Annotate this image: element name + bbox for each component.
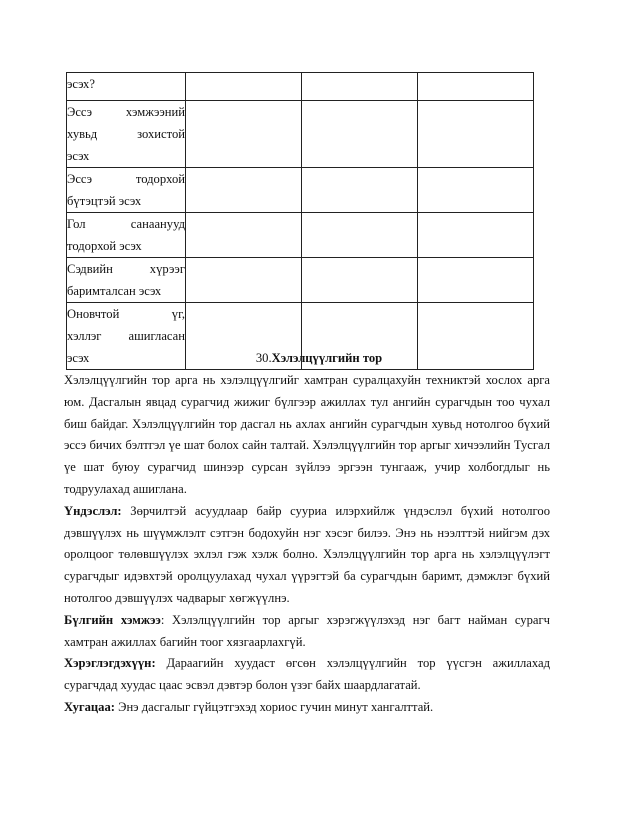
score-cell <box>186 73 302 101</box>
score-cell <box>302 168 418 213</box>
table-row <box>67 168 534 213</box>
criterion-cell <box>67 168 186 213</box>
table-row <box>67 101 534 168</box>
paragraph-intro <box>64 370 550 501</box>
score-cell <box>302 73 418 101</box>
score-cell <box>418 73 534 101</box>
paragraph-label: Хугацаа: <box>64 699 115 714</box>
criterion-line: эсэх <box>67 351 90 365</box>
section-heading <box>0 349 638 367</box>
score-cell <box>418 213 534 258</box>
score-cell <box>302 258 418 303</box>
criterion-line: бүтэцтэй эсэх <box>67 194 142 208</box>
criterion-line: Оновчтой үг, <box>67 307 185 321</box>
criterion-cell <box>67 101 186 168</box>
criterion-line: Гол санаанууд <box>67 217 185 231</box>
criterion-cell <box>67 73 186 101</box>
score-cell <box>418 258 534 303</box>
paragraph-text: Зөрчилтэй асуудлаар байр сууриа илэрхийлж үндэслэл бүхий нотолгоо дэвшүүлэх нь шүүмжлэлт сэтгэн бодохуйн нэг хэсэг билээ. Энэ нь нээлттэй нийгэм дэх оролцоог төлөвшүүлэх эхлэл гэж хэлж болно. Хэлэлцүүлгийн тор арга нь хэлэлцүүлэгт сурагчдыг идэвхтэй оролцуулахад чухал үүрэгтэй ба сурагчдын баримт, дэмжлэг бүхий нотолгоо дэвшүүлэх чадварыг хөгжүүлнэ. <box>64 503 550 605</box>
score-cell <box>186 258 302 303</box>
criterion-line: хувьд зохистой <box>67 127 185 141</box>
table-row <box>67 213 534 258</box>
paragraph-text: Энэ дасгалыг гүйцэтгэхэд хориос гучин минут хангалттай. <box>114 699 434 714</box>
table-row <box>67 258 534 303</box>
paragraph-text: Дараагийн хуудаст өгсөн хэлэлцүүлгийн тор үүсгэн ажиллахад сурагчдад хуудас цаас эсвэл дэвтэр болон үзэг байх шаардлагатай. <box>64 656 550 693</box>
criterion-cell <box>67 258 186 303</box>
criterion-line: эсэх <box>67 149 90 163</box>
paragraph-label: Хэрэглэгдэхүүн: <box>64 656 156 671</box>
paragraph-time <box>64 697 550 719</box>
score-cell <box>302 213 418 258</box>
paragraph-materials <box>64 653 550 697</box>
rubric-table <box>66 72 534 370</box>
paragraph-text: : Хэлэлцүүлгийн тор аргыг хэрэгжүүлэхэд нэг багт найман сурагч хамтран ажиллах багийн тоог хязгаарлахгүй. <box>64 612 550 649</box>
table-row <box>67 73 534 101</box>
criterion-line: Сэдвийн хүрээг <box>67 262 185 276</box>
paragraph-label: Үндэслэл: <box>64 503 122 518</box>
section-title: Хэлэлцүүлгийн тор <box>271 351 383 365</box>
score-cell <box>186 213 302 258</box>
body-text <box>64 370 550 719</box>
score-cell <box>186 101 302 168</box>
score-cell <box>418 168 534 213</box>
paragraph-label: Бүлгийн хэмжээ <box>64 612 161 627</box>
paragraph-group-size <box>64 610 550 654</box>
criterion-line: эсэх? <box>67 77 95 91</box>
paragraph-rationale <box>64 501 550 610</box>
criterion-line: Эссэ тодорхой <box>67 172 185 186</box>
criterion-line: баримталсан эсэх <box>67 284 162 298</box>
criterion-line: хэллэг ашигласан <box>67 329 185 343</box>
criterion-line: Эссэ хэмжээний <box>67 105 185 119</box>
criterion-cell <box>67 213 186 258</box>
score-cell <box>186 168 302 213</box>
paragraph-text: Хэлэлцүүлгийн тор арга нь хэлэлцүүлгийг хамтран суралцахуйн техниктэй хослох арга юм. Дасгалын явцад сурагчид жижиг бүлгээр ажиллах тул ангийн сурагчдын тоо чухал биш байдаг. Хэлэлцүүлгийн тор дасгал нь ахлах ангийн сурагчдын хувьд нотолгоо бүхий эссэ бичих бэлтгэл үе шат болох сайн талтай. Хэлэлцүүлгийн тор аргыг хичээлийн Тусгал үе шат буюу сурагчид шинээр сурсан зүйлээ эргээн тунгааж, учир холбогдлыг нь тодруулахад ашиглана. <box>64 373 550 496</box>
criterion-line: тодорхой эсэх <box>67 239 142 253</box>
section-number: 30. <box>255 351 272 365</box>
score-cell <box>302 101 418 168</box>
score-cell <box>418 101 534 168</box>
